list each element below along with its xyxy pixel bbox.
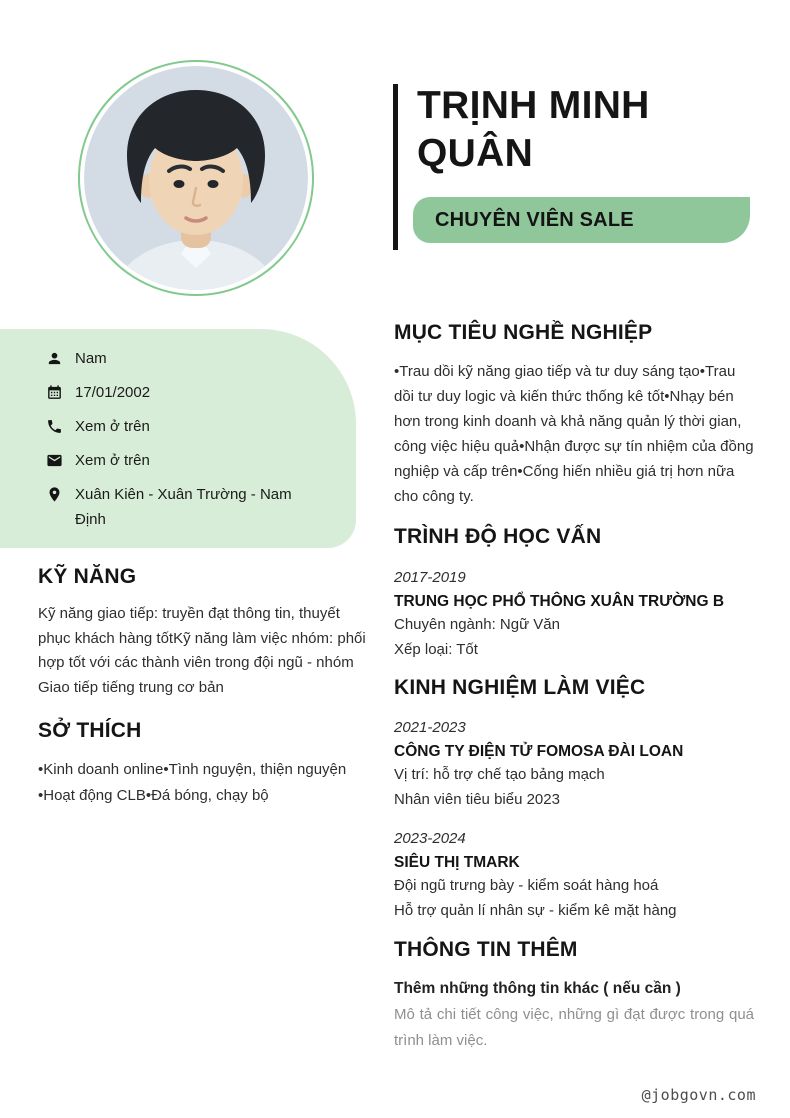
experience-detail: Nhân viên tiêu biểu 2023 <box>394 790 560 808</box>
skills-paragraph-1: Kỹ năng giao tiếp: truyền đạt thông tin, thuyết phục khách hàng tốtKỹ năng làm việc nhóm: phối hợp tốt với các thành viên trong đội ngũ - nhóm <box>38 605 366 672</box>
email-icon <box>46 452 63 469</box>
contact-row-email <box>46 448 356 473</box>
experience-entry <box>394 828 756 924</box>
candidate-name: TRỊNH MINH QUÂN <box>417 84 650 175</box>
additional-info-text: Mô tả chi tiết công việc, những gì đạt được trong quá trình làm việc. <box>394 1006 754 1049</box>
education-entry <box>394 567 756 663</box>
contact-value-gender: Nam <box>75 350 107 367</box>
section-heading-hobbies: SỞ THÍCH <box>38 719 142 742</box>
job-title-banner <box>413 197 750 243</box>
location-icon <box>46 486 63 503</box>
experience-entry <box>394 717 756 813</box>
profile-photo <box>84 66 308 290</box>
contact-value-phone: Xem ở trên <box>75 418 150 435</box>
experience-detail: Đội ngũ trưng bày - kiểm soát hàng hoá <box>394 877 659 894</box>
contact-value-address: Xuân Kiên - Xuân Trường - Nam Định <box>75 486 292 528</box>
education-grade: Xếp loại: Tốt <box>394 640 478 658</box>
experience-company: SIÊU THỊ TMARK <box>394 854 520 871</box>
skills-text <box>38 602 374 701</box>
name-accent-bar <box>393 84 398 250</box>
education-period: 2017-2019 <box>394 569 466 586</box>
contact-value-birthdate: 17/01/2002 <box>75 384 151 401</box>
phone-icon <box>46 418 63 435</box>
hobbies-text: •Kinh doanh online•Tình nguyện, thiện nguyện •Hoạt động CLB•Đá bóng, chạy bộ <box>38 761 347 804</box>
person-icon <box>46 350 63 367</box>
calendar-icon <box>46 384 63 401</box>
skills-paragraph-2: Giao tiếp tiếng trung cơ bản <box>38 679 224 697</box>
watermark: @jobgovn.com <box>641 1086 756 1104</box>
contact-row-gender <box>46 346 356 371</box>
education-major: Chuyên ngành: Ngữ Văn <box>394 616 560 633</box>
job-title: CHUYÊN VIÊN SALE <box>435 209 634 231</box>
contact-row-phone <box>46 414 356 439</box>
education-school: TRUNG HỌC PHỔ THÔNG XUÂN TRƯỜNG B <box>394 593 725 610</box>
contact-row-address <box>46 482 356 532</box>
contact-panel <box>0 329 356 548</box>
experience-period: 2021-2023 <box>394 719 466 736</box>
profile-photo-ring <box>78 60 314 296</box>
section-heading-experience: KINH NGHIỆM LÀM VIỆC <box>394 676 646 699</box>
experience-detail: Hỗ trợ quản lí nhân sự - kiểm kê mặt hàng <box>394 901 677 919</box>
section-heading-skills: KỸ NĂNG <box>38 565 137 588</box>
objective-text: •Trau dồi kỹ năng giao tiếp và tư duy sáng tạo•Trau dồi tư duy logic và kiến thức thống kê tốt•Nhạy bén hơn trong kinh doanh và khả năng quản lý thời gian, công việc hiệu quả•Nhận được sự tín nhiệm của đồng nghiệp và cấp trên•Cống hiến nhiều giá trị hơn nữa cho công ty. <box>394 363 754 505</box>
contact-value-email: Xem ở trên <box>75 452 150 469</box>
contact-row-birthdate <box>46 380 356 405</box>
additional-info-subtitle: Thêm những thông tin khác ( nếu cần ) <box>394 980 681 997</box>
section-heading-additional-info: THÔNG TIN THÊM <box>394 938 578 961</box>
experience-detail: Vị trí: hỗ trợ chế tạo bảng mạch <box>394 766 605 783</box>
portrait-illustration <box>84 66 308 290</box>
section-heading-objective: MỤC TIÊU NGHỀ NGHIỆP <box>394 321 653 344</box>
section-heading-education: TRÌNH ĐỘ HỌC VẤN <box>394 525 602 548</box>
experience-company: CÔNG TY ĐIỆN TỬ FOMOSA ĐÀI LOAN <box>394 743 684 760</box>
experience-period: 2023-2024 <box>394 830 466 847</box>
